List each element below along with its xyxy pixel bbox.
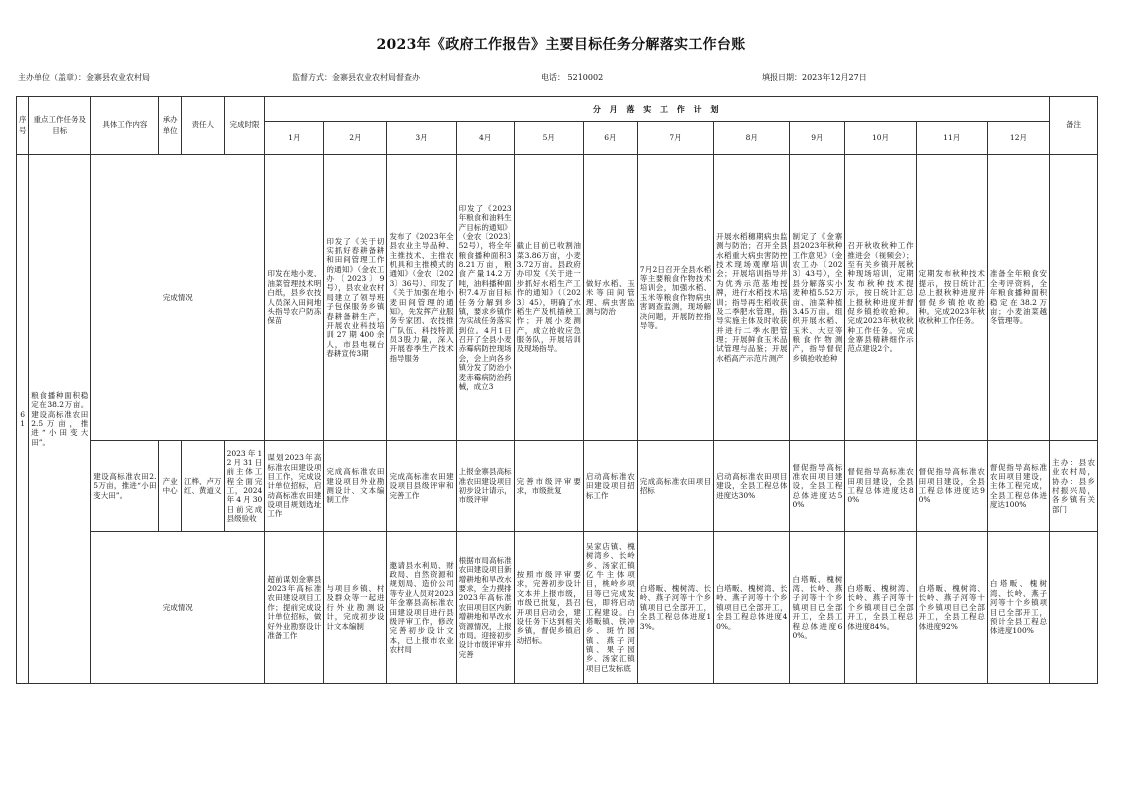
month-progress: 制定了《金寨县2023年秋种工作意见》（金农工办〔2023〕43号），全县分解落实小麦种植5.52万亩、油菜种植3.45万亩。组织开展水稻、玉米、大豆等粮食作物测产，指导督促乡镇抢收抢种 — [792, 231, 843, 363]
header-deadline: 完成时限 — [224, 97, 265, 155]
month-progress: 白塔畈、槐树湾、长岭、燕子河等十个乡镇项目已全部开工，全县工程总体进度84%。 — [847, 584, 914, 631]
month-progress: 定期发布秋种技术提示，按日统计汇总上报秋种进度并督促乡镇抢收抢种。完成2023年秋收秋种工作任务。 — [918, 269, 985, 326]
header-target: 重点工作任务及目标 — [29, 97, 91, 155]
month-progress: 白塔畈、槐树湾、长岭、燕子河等十个乡镇项目已全部开工，全县工程总体进度40%。 — [716, 584, 788, 631]
header-month: 11月 — [916, 122, 987, 155]
month-plan: 谋划2023年高标准农田建设项目工作，完成设计单位招标，启动高标准农田建设项目规划选址工作 — [267, 453, 322, 519]
month-plan: 督促指导高标准农田项目建设，主体工程完成，全县工程总体进度达100% — [989, 462, 1047, 510]
document-title: 2023年《政府工作报告》主要目标任务分解落实工作台账 — [376, 37, 746, 53]
month-plan: 督促指导高标准农田项目建设，全县工程总体进度达50% — [792, 462, 843, 510]
month-plan: 上报金寨县高标准农田建设项目初步设计请示，市级评审 — [458, 467, 512, 505]
note: 主办：县农业农村局，协办：县乡村振兴局，各乡镇有关部门 — [1051, 457, 1095, 514]
month-progress: 开展水稻穗期病虫监测与防治；召开全县水稻重大病虫害防控技术现场观摩培训会；开展培训指导并为优秀示范基地授牌，进行水稻技术培训；指导再生稻收获及二季肥水管理，指导实施主体及时收获并进行二季水肥管理；开展鲜食玉米品试管理与品鉴；开展水稻高产示范片测产 — [716, 231, 788, 363]
month-progress: 按照市级评审要求，完善初步设计文本并上报市级，市级已批复，县召开项目启动会，建设任务下达到相关乡镇，督促乡镇启动招标。 — [516, 570, 581, 645]
month-plan: 启动高标准农田建设项目招标工作 — [585, 471, 635, 500]
month-plan: 启动高标准农田项目建设，全县工程总体进度达30% — [716, 471, 788, 500]
month-plan: 完善市级评审要求，市级批复 — [516, 476, 581, 495]
month-plan: 督促指导高标准农田项目建设，全县工程总体进度达80% — [847, 467, 914, 505]
header-note: 备注 — [1049, 97, 1097, 155]
header-month: 4月 — [456, 122, 514, 155]
header-month: 7月 — [637, 122, 713, 155]
month-progress: 召开秋收秋种工作推进会（视频会）；至有关乡镇开展秋种现场培训，定期发布秋种技术提示，按日统计汇总上报秋种进度并督促乡镇抢收抢种。完成2023年秋收秋种工作任务。完成金寨县精耕细作示范点建设2个。 — [847, 241, 914, 354]
header-monthly-plan: 分 月 落 实 工 作 计 划 — [265, 97, 1050, 122]
header-person: 责任人 — [181, 97, 224, 155]
fill-date: 填报日期：2023年12月27日 — [762, 73, 867, 82]
header-month: 1月 — [265, 122, 324, 155]
deadline: 2023年12月31日前主体工程全面完工，2024年4月30日前完成县级验收 — [226, 448, 263, 524]
note-empty — [1049, 532, 1097, 684]
note-empty — [1049, 155, 1097, 441]
responsible-unit: 产业中心 — [159, 441, 181, 532]
header-month: 2月 — [324, 122, 387, 155]
month-progress: 白塔畈、槐树湾、长岭、燕子河等十个乡镇项目已全部开工，预计全县工程总体进度100% — [989, 579, 1047, 636]
header-month: 10月 — [845, 122, 916, 155]
month-progress: 印发了《2023年粮食和油料生产目标的通知》（金农〔2023〕52号），将全年粮食播种面积38.21万亩，粮食产量14.2万吨，油料播种面积7.4万亩目标任务分解到乡镇，要求乡镇作为实战任务落实到位。4月1日召开了全县小麦赤霉病防控现场会，会上向各乡镇分发了防治小麦赤霉病防治药械，成立3 — [458, 203, 512, 391]
row-target: 粮食播种面积稳定在38.2万亩。建设高标准农田2.5万亩，推进“小田变大田”。 — [29, 155, 91, 684]
status-label: 完成情况 — [91, 532, 265, 684]
host-unit: 主办单位（盖章）：金寨县农业农村局 — [18, 73, 150, 82]
month-plan: 督促指导高标准农田项目建设，全县工程总体进度达90% — [918, 467, 985, 505]
month-progress: 吴家店镇、槐树湾乡、长岭乡、汤家汇镇亿牛主体项目，桃岭乡项目等已完成发包，即将启动工程建设。白塔畈镇、铁冲乡、斑竹园镇、燕子河镇、果子园乡、汤家汇镇项目已发标底 — [585, 541, 635, 673]
header-month: 5月 — [514, 122, 583, 155]
month-progress: 白塔畈、槐树湾、长岭、燕子河等十个乡镇项目已全部开工，全县工程总体进度60%。 — [792, 574, 843, 640]
month-progress: 7月2日召开全县水稻等主要粮食作物技术培训会，加强水稻、玉米等粮食作物病虫害调查监测，现场解决问题，开展防控指导等。 — [639, 264, 712, 330]
month-progress: 根据市局高标准农田建设项目新增耕地和旱改水要求，全力摸排2023年高标准农田项目区内新增耕地和旱改水资源情况，上报市局。迎接初步设计市级评审并完善 — [458, 555, 512, 659]
header-month: 9月 — [790, 122, 845, 155]
month-plan: 完成高标准农田建设项目外业勘测设计、文本编制工作 — [326, 467, 385, 505]
month-progress: 白塔畈、槐树湾、长岭、燕子河等十个乡镇项目已全部开工，全县工程总体进度92% — [918, 584, 985, 631]
header-seq: 序号 — [17, 97, 29, 155]
month-progress: 印发了《关于切实抓好春耕备耕和田间管理工作的通知》（金农工办〔2023〕9号），县农业农村局建立了领导班子包保服务乡镇春耕备耕生产，开展农业科技培训27期400余人，市县电视台春耕宣传3期 — [326, 236, 385, 359]
month-progress: 做好水稻、玉米等田间管理、病虫害监测与防治 — [585, 278, 635, 316]
header-content: 具体工作内容 — [91, 97, 159, 155]
supervision-method: 监督方式：金寨县农业农村局督查办 — [292, 73, 420, 82]
month-plan: 完成高标准农田项目招标 — [639, 476, 712, 495]
month-progress: 发布了《2023年全县农业主导品种、主推技术、主推农机具和主推模式的通知》（金农〔2023〕36号）、印发了《关于加强在地小麦田间管理的通知》，先发挥产业服务专家团、农技推广队伍、科技特派员3股力量，深入开展春季生产技术指导服务 — [389, 231, 454, 363]
task-ledger-table — [16, 96, 1098, 680]
month-progress: 超前谋划金寨县2023年高标准农田建设项目工作；提前完成设计单位招标，做好外业勘察设计准备工作 — [267, 574, 322, 640]
responsible-person: 江桦、卢万红、黄道义 — [181, 441, 224, 532]
header-month: 3月 — [387, 122, 456, 155]
phone: 电话： 5210002 — [541, 73, 604, 82]
month-progress: 截止目前已收割油菜3.86万亩，小麦3.72万亩。县政府办印发《关于进一步抓好水稻生产工作的通知》（〔2023〕45），明确了水稻生产及机插秧工作；开展小麦测产，成立抢收应急服务队，开展培训及现场指导。 — [516, 241, 581, 354]
status-label: 完成情况 — [91, 155, 265, 441]
month-progress: 准备全年粮食安全考评资料，全年粮食播种面积稳定在38.2万亩；小麦油菜越冬管理等。 — [989, 269, 1047, 326]
month-progress: 与项目乡镇、村及群众等一起进行外业勘测设计，完成初步设计文本编制 — [326, 584, 385, 631]
header-month: 12月 — [987, 122, 1049, 155]
header-month: 6月 — [583, 122, 637, 155]
header-unit: 承办单位 — [159, 97, 181, 155]
header-month: 8月 — [714, 122, 790, 155]
month-plan: 完成高标准农田建设项目县级评审和完善工作 — [389, 471, 454, 500]
month-progress: 白塔畈、槐树湾、长岭、燕子河等十个乡镇项目已全部开工，全县工程总体进度13%。 — [639, 584, 712, 631]
work-content: 建设高标准农田2.5万亩，推进“小田变大田”。 — [93, 471, 157, 500]
month-progress: 邀请县水利局、财政局、自然资源和规划局、造价公司等专业人员对2023年金寨县高标准农田建设项目进行县级评审工作，修改完善初步设计文本，已上报市农业农村局 — [389, 560, 454, 654]
row-seq: 61 — [17, 155, 29, 684]
month-progress: 印发在地小麦、油菜管理技术明白纸，县乡农技人员深入田间地头指导农户防冻保苗 — [267, 269, 322, 326]
